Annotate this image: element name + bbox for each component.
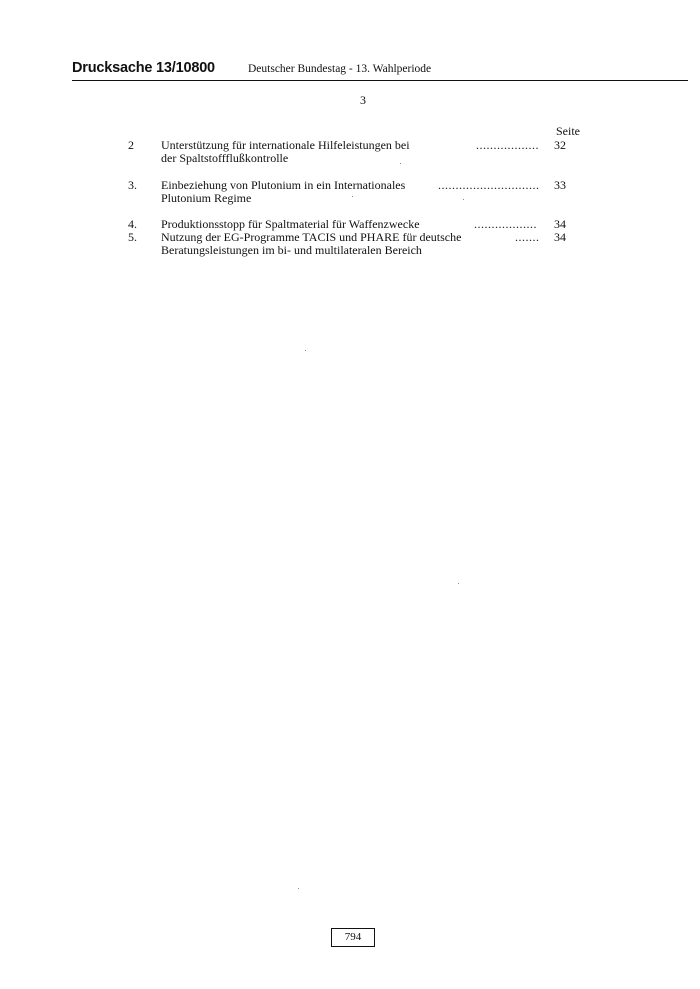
toc-entry-page: 34	[554, 230, 566, 244]
toc-entry-title-line: Beratungsleistungen im bi- und multilateralen Bereich	[161, 243, 422, 257]
document-number: Drucksache 13/10800	[72, 60, 215, 76]
toc-entry-number: 5.	[128, 230, 137, 244]
toc-entry-title-line: Produktionsstopp für Spaltmaterial für Waffenzwecke	[161, 217, 420, 231]
toc-entry-leader: ..................	[476, 138, 539, 152]
toc-entry	[128, 139, 588, 167]
toc-entry	[128, 179, 588, 207]
document-subtitle: Deutscher Bundestag - 13. Wahlperiode	[248, 63, 432, 75]
scan-speck	[305, 350, 306, 351]
toc-entry-title-line: Nutzung der EG-Programme TACIS und PHARE für deutsche	[161, 230, 462, 244]
seite-column-heading: Seite	[556, 124, 580, 138]
scan-speck	[463, 199, 464, 200]
toc-entry-leader: .............................	[438, 178, 540, 192]
toc-entry-number: 2	[128, 138, 134, 152]
toc-entry	[128, 231, 588, 259]
page-number-top: 3	[360, 93, 366, 107]
toc-entry-leader: .......	[515, 230, 540, 244]
toc-entry-leader: ..................	[474, 217, 537, 231]
scan-speck	[458, 583, 459, 584]
scan-speck	[298, 888, 299, 889]
footer-page-number: 794	[331, 928, 375, 947]
document-header	[72, 60, 688, 81]
toc-entry-title-line: Plutonium Regime	[161, 191, 252, 205]
toc-entry-page: 34	[554, 217, 566, 231]
scan-speck	[400, 163, 401, 164]
toc-entry-number: 4.	[128, 217, 137, 231]
toc-entry-page: 33	[554, 178, 566, 192]
scan-speck	[352, 196, 353, 197]
toc-entry-title-line: Einbeziehung von Plutonium in ein Internationales	[161, 178, 406, 192]
toc-entry-page: 32	[554, 138, 566, 152]
toc-entry-title-line: der Spaltstoffflußkontrolle	[161, 151, 289, 165]
toc-entry-title-line: Unterstützung für internationale Hilfeleistungen bei	[161, 138, 410, 152]
toc-entry-number: 3.	[128, 178, 137, 192]
